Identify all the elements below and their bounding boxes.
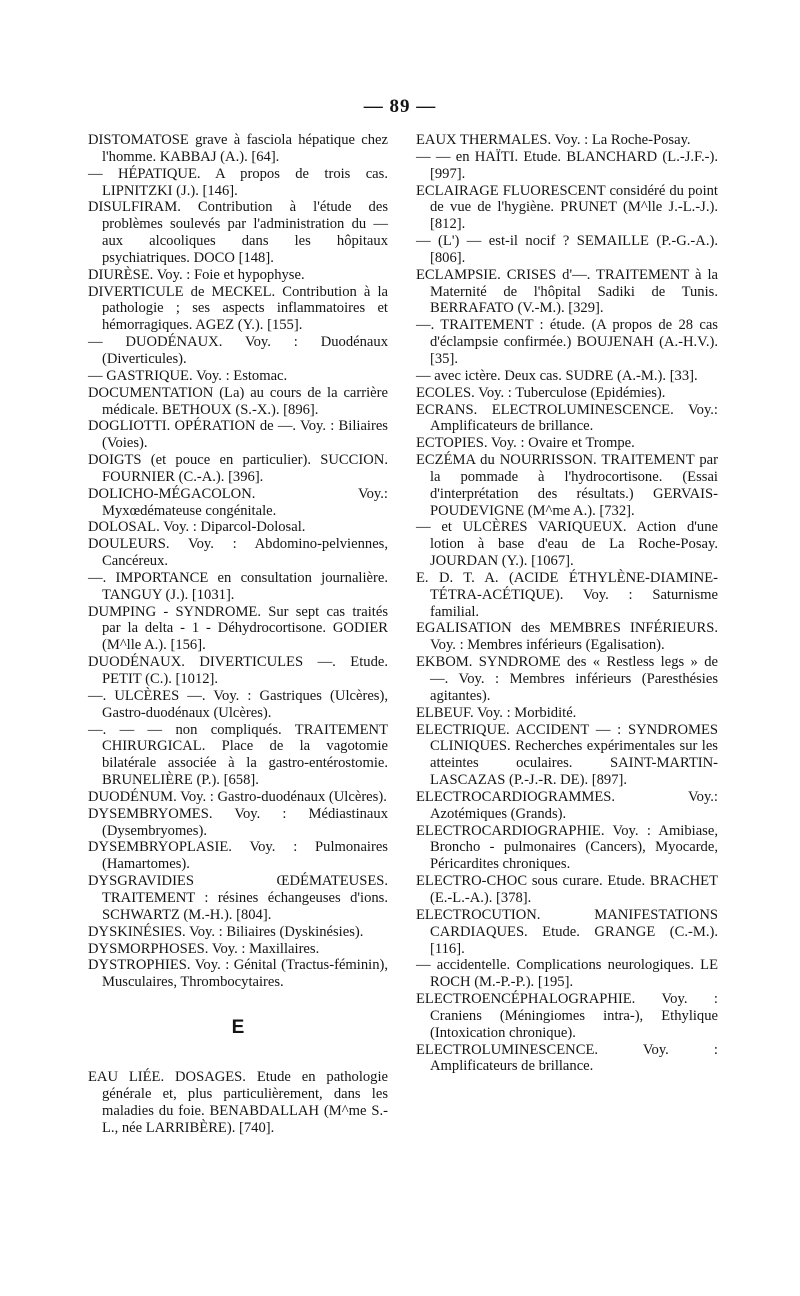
- index-entry: ELECTROLUMINESCENCE. Voy. : Amplificateurs de brillance.: [416, 1041, 718, 1075]
- index-entry: — accidentelle. Complications neurologiques. LE ROCH (M.-P.-P.). [195].: [416, 957, 718, 991]
- index-entry: DISULFIRAM. Contribution à l'étude des problèmes soulevés par l'administration du — aux alcooliques dans les hôpitaux psychiatriques. DOCO [148].: [88, 199, 388, 266]
- index-entry: — DUODÉNAUX. Voy. : Duodénaux (Diverticules).: [88, 334, 388, 367]
- right-column-entries: [416, 132, 718, 1075]
- index-entry: DYSGRAVIDIES ŒDÉMATEUSES. TRAITEMENT : résines échangeuses d'ions. SCHWARTZ (M.-H.). [804].: [88, 873, 388, 923]
- index-entry: — (L') — est-il nocif ? SEMAILLE (P.-G.-A.). [806].: [416, 233, 718, 266]
- left-column-entries: [88, 132, 388, 991]
- index-entry: DYSTROPHIES. Voy. : Génital (Tractus-féminin), Musculaires, Thrombocytaires.: [88, 957, 388, 991]
- right-column: [416, 132, 718, 1075]
- index-entry: ELECTRIQUE. ACCIDENT — : SYNDROMES CLINIQUES. Recherches expérimentales sur les atteintes oculaires. SAINT-MARTIN-LASCAZAS (P.-J.-R. DE). [897].: [416, 721, 718, 789]
- index-entry: ELECTROENCÉPHALOGRAPHIE. Voy. : Craniens (Méningiomes intra-), Ethylique (Intoxication chronique).: [416, 991, 718, 1041]
- index-entry: DOIGTS (et pouce en particulier). SUCCION. FOURNIER (C.-A.). [396].: [88, 452, 388, 485]
- index-entry: EGALISATION des MEMBRES INFÉRIEURS. Voy. : Membres inférieurs (Egalisation).: [416, 620, 718, 654]
- index-entry: DYSEMBRYOPLASIE. Voy. : Pulmonaires (Hamartomes).: [88, 839, 388, 873]
- index-entry: — HÉPATIQUE. A propos de trois cas. LIPNITZKI (J.). [146].: [88, 165, 388, 199]
- index-entry: ELBEUF. Voy. : Morbidité.: [416, 704, 577, 721]
- index-entry: DOCUMENTATION (La) au cours de la carrière médicale. BETHOUX (S.-X.). [896].: [88, 384, 388, 418]
- index-entry: — avec ictère. Deux cas. SUDRE (A.-M.). [33].: [416, 367, 698, 384]
- index-entry: ELECTROCARDIOGRAPHIE. Voy. : Amibiase, Broncho - pulmonaires (Cancers), Myocarde, Péricardites chroniques.: [416, 822, 718, 873]
- index-entry: — et ULCÈRES VARIQUEUX. Action d'une lotion à base d'eau de La Roche-Posay. JOURDAN (Y.). [1067].: [416, 519, 718, 570]
- index-entry: —. IMPORTANCE en consultation journalière. TANGUY (J.). [1031].: [88, 569, 388, 603]
- index-entry: DUODÉNAUX. DIVERTICULES —. Etude. PETIT (C.). [1012].: [88, 654, 388, 687]
- section-letter: E: [231, 1017, 245, 1039]
- left-column-entries-after-letter: [88, 1069, 388, 1136]
- index-entry: — — en HAÏTI. Etude. BLANCHARD (L.-J.F.-). [997].: [416, 148, 718, 182]
- index-entry: DIURÈSE. Voy. : Foie et hypophyse.: [88, 266, 305, 283]
- index-entry: ELECTROCARDIOGRAMMES. Voy.: Azotémiques (Grands).: [416, 788, 718, 822]
- index-entry: EKBOM. SYNDROME des « Restless legs » de —. Voy. : Membres inférieurs (Paresthésies agitantes).: [416, 654, 718, 704]
- index-entry: ELECTROCUTION. MANIFESTATIONS CARDIAQUES. Etude. GRANGE (C.-M.). [116].: [416, 906, 718, 957]
- index-entry: DOLOSAL. Voy. : Diparcol-Dolosal.: [88, 519, 306, 536]
- index-entry: ECRANS. ELECTROLUMINESCENCE. Voy.: Amplificateurs de brillance.: [416, 401, 718, 435]
- index-entry: EAUX THERMALES. Voy. : La Roche-Posay.: [416, 132, 691, 148]
- left-column: [88, 132, 388, 1136]
- index-entry: —. — — non compliqués. TRAITEMENT CHIRURGICAL. Place de la vagotomie bilatérale associée à la gastro-entérostomie. BRUNELIÈRE (P.). [658].: [88, 721, 388, 789]
- index-entry: DOULEURS. Voy. : Abdomino-pelviennes, Cancéreux.: [88, 536, 388, 570]
- index-entry: — GASTRIQUE. Voy. : Estomac.: [88, 367, 288, 384]
- index-entry: ECOLES. Voy. : Tuberculose (Epidémies).: [416, 384, 666, 401]
- index-entry: DYSMORPHOSES. Voy. : Maxillaires.: [88, 940, 320, 957]
- page-number: — 89 —: [363, 96, 437, 117]
- index-entry: DISTOMATOSE grave à fasciola hépatique chez l'homme. KABBAJ (A.). [64].: [88, 132, 388, 165]
- index-entry: ECLAMPSIE. CRISES d'—. TRAITEMENT à la Maternité de l'hôpital Sadiki de Tunis. BERRAFATO (V.-M.). [329].: [416, 266, 718, 317]
- index-entry: —. TRAITEMENT : étude. (A propos de 28 cas d'éclampsie confirmée.) BOUJENAH (A.-H.V.). [35].: [416, 317, 718, 367]
- index-entry: ECZÉMA du NOURRISSON. TRAITEMENT par la pommade à l'hydrocortisone. (Essai d'interprétation des résultats.) GERVAIS-POUDEVIGNE (M^me A.). [732].: [416, 452, 718, 519]
- index-entry: EAU LIÉE. DOSAGES. Etude en pathologie générale et, plus particulièrement, dans les maladies du foie. BENABDALLAH (M^me S.-L., née LARRIBÈRE). [740].: [88, 1069, 388, 1136]
- index-entry: DYSKINÉSIES. Voy. : Biliaires (Dyskinésies).: [88, 923, 364, 940]
- index-entry: DUMPING - SYNDROME. Sur sept cas traités par la delta - 1 - Déhydrocortisone. GODIER (M^lle A.). [156].: [88, 603, 388, 654]
- index-entry: ELECTRO-CHOC sous curare. Etude. BRACHET (E.-L.-A.). [378].: [416, 873, 718, 906]
- index-entry: ECLAIRAGE FLUORESCENT considéré du point de vue de l'hygiène. PRUNET (M^lle J.-L.-J.). [812].: [416, 182, 718, 233]
- index-entry: DOLICHO-MÉGACOLON. Voy.: Myxœdémateuse congénitale.: [88, 485, 388, 519]
- index-entry: DIVERTICULE de MECKEL. Contribution à la pathologie ; ses aspects inflammatoires et hémorragiques. AGEZ (Y.). [155].: [88, 283, 388, 334]
- index-entry: —. ULCÈRES —. Voy. : Gastriques (Ulcères), Gastro-duodénaux (Ulcères).: [88, 687, 388, 721]
- index-entry: DOGLIOTTI. OPÉRATION de —. Voy. : Biliaires (Voies).: [88, 418, 388, 452]
- index-entry: DYSEMBRYOMES. Voy. : Médiastinaux (Dysembryomes).: [88, 805, 388, 839]
- index-entry: ECTOPIES. Voy. : Ovaire et Trompe.: [416, 435, 635, 452]
- index-entry: E. D. T. A. (ACIDE ÉTHYLÈNE-DIAMINE-TÉTRA-ACÉTIQUE). Voy. : Saturnisme familial.: [416, 569, 718, 620]
- index-entry: DUODÉNUM. Voy. : Gastro-duodénaux (Ulcères).: [88, 788, 387, 805]
